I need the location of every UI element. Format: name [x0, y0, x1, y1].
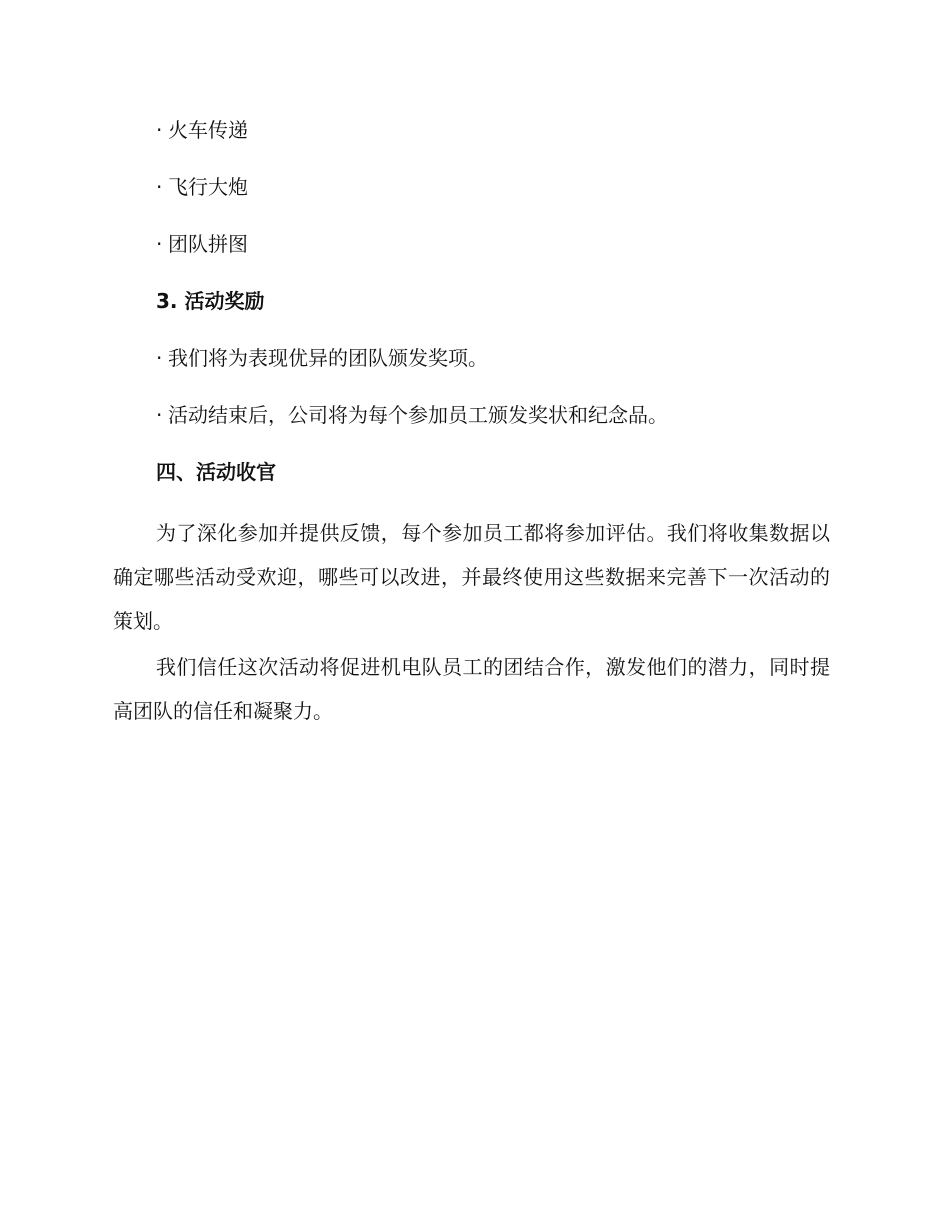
bullet-text: 我们将为表现优异的团队颁发奖项。 [168, 346, 488, 370]
bullet-item [113, 397, 833, 433]
document-content [113, 112, 833, 735]
bullet-text: 火车传递 [168, 118, 248, 142]
paragraph: 我们信任这次活动将促进机电队员工的团结合作，激发他们的潜力，同时提高团队的信任和凝聚力。 [113, 655, 830, 723]
bullet-item [113, 226, 833, 262]
bullet-item [113, 340, 833, 376]
bullet-dot: · [156, 403, 163, 427]
bullet-item [113, 169, 833, 205]
bullet-text: 飞行大炮 [168, 175, 248, 199]
bullet-item [113, 112, 833, 148]
paragraph: 为了深化参加并提供反馈，每个参加员工都将参加评估。我们将收集数据以确定哪些活动受欢迎，哪些可以改进，并最终使用这些数据来完善下一次活动的策划。 [113, 521, 830, 633]
bullet-text: 活动结束后，公司将为每个参加员工颁发奖状和纪念品。 [168, 403, 668, 427]
bullet-dot: · [156, 175, 163, 199]
bullet-dot: · [156, 232, 163, 256]
section-heading-closing: 四、活动收官 [156, 460, 276, 484]
section-heading-rewards: 3. 活动奖励 [156, 289, 265, 313]
bullet-dot: · [156, 118, 163, 142]
bullet-dot: · [156, 346, 163, 370]
bullet-text: 团队拼图 [168, 232, 248, 256]
